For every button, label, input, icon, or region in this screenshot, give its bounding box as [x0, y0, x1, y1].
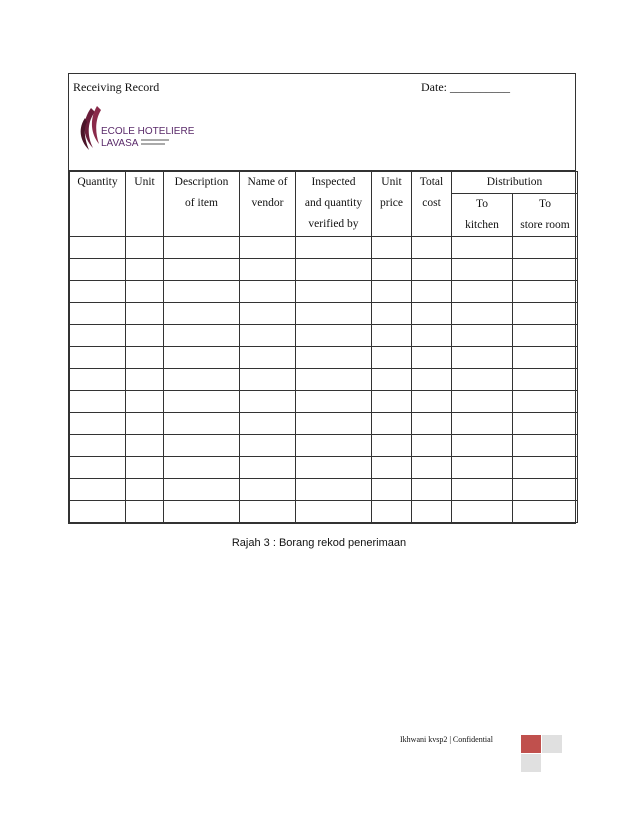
table-cell: [164, 259, 240, 281]
table-cell: [296, 457, 372, 479]
svg-text:LAVASA: LAVASA: [101, 138, 139, 149]
table-row: [70, 259, 578, 281]
header-to-store-room: To store room: [513, 194, 578, 237]
table-cell: [240, 413, 296, 435]
table-cell: [70, 325, 126, 347]
table-cell: [296, 281, 372, 303]
table-cell: [70, 457, 126, 479]
header-vendor: Name of vendor: [240, 172, 296, 237]
header-distribution: Distribution: [452, 172, 578, 194]
table-cell: [452, 413, 513, 435]
header-total-cost: Total cost: [412, 172, 452, 237]
table-cell: [70, 391, 126, 413]
date-field: Date: __________: [421, 80, 510, 94]
table-cell: [240, 237, 296, 259]
table-row: [70, 369, 578, 391]
table-cell: [452, 435, 513, 457]
table-cell: [164, 281, 240, 303]
header-inspected: Inspected and quantity verified by: [296, 172, 372, 237]
table-row: [70, 391, 578, 413]
table-cell: [452, 259, 513, 281]
footer-text: Ikhwani kvsp2 | Confidential: [400, 735, 493, 744]
table-cell: [126, 413, 164, 435]
table-cell: [372, 303, 412, 325]
table-cell: [126, 325, 164, 347]
table-cell: [164, 303, 240, 325]
table-cell: [513, 303, 578, 325]
table-row: [70, 303, 578, 325]
footer-gray-square: [542, 735, 562, 753]
table-cell: [513, 237, 578, 259]
table-cell: [126, 479, 164, 501]
table-cell: [126, 303, 164, 325]
table-cell: [164, 237, 240, 259]
table-cell: [372, 369, 412, 391]
table-cell: [126, 369, 164, 391]
table-cell: [70, 303, 126, 325]
table-cell: [372, 347, 412, 369]
table-cell: [412, 237, 452, 259]
table-cell: [372, 435, 412, 457]
table-cell: [513, 435, 578, 457]
table-cell: [240, 325, 296, 347]
table-cell: [70, 369, 126, 391]
table-cell: [412, 457, 452, 479]
table-cell: [372, 237, 412, 259]
header-description: Description of item: [164, 172, 240, 237]
table-cell: [372, 501, 412, 523]
table-cell: [513, 413, 578, 435]
table-cell: [296, 347, 372, 369]
table-cell: [372, 281, 412, 303]
table-cell: [412, 413, 452, 435]
table-cell: [296, 259, 372, 281]
table-row: [70, 325, 578, 347]
table-cell: [240, 369, 296, 391]
table-cell: [372, 413, 412, 435]
table-cell: [412, 435, 452, 457]
table-cell: [452, 457, 513, 479]
table-cell: [412, 325, 452, 347]
table-row: [70, 479, 578, 501]
table-cell: [513, 259, 578, 281]
table-cell: [126, 435, 164, 457]
table-cell: [513, 501, 578, 523]
table-cell: [412, 501, 452, 523]
receiving-table: [69, 171, 578, 523]
table-cell: [126, 391, 164, 413]
form-header: [69, 74, 575, 171]
table-row: [70, 347, 578, 369]
table-cell: [70, 281, 126, 303]
figure-caption: Rajah 3 : Borang rekod penerimaan: [231, 537, 407, 549]
table-cell: [452, 237, 513, 259]
table-cell: [296, 479, 372, 501]
table-cell: [372, 259, 412, 281]
footer-red-square: [521, 735, 541, 753]
header-to-kitchen: To kitchen: [452, 194, 513, 237]
table-cell: [452, 479, 513, 501]
table-cell: [372, 391, 412, 413]
table-row: [70, 435, 578, 457]
table-cell: [240, 457, 296, 479]
table-cell: [412, 281, 452, 303]
header-unit-price: Unit price: [372, 172, 412, 237]
table-cell: [513, 457, 578, 479]
table-cell: [296, 237, 372, 259]
table-cell: [240, 501, 296, 523]
table-cell: [513, 281, 578, 303]
table-row: [70, 281, 578, 303]
table-cell: [70, 413, 126, 435]
table-cell: [240, 281, 296, 303]
table-cell: [240, 435, 296, 457]
table-cell: [164, 413, 240, 435]
table-row: [70, 237, 578, 259]
table-cell: [240, 259, 296, 281]
table-cell: [164, 479, 240, 501]
table-cell: [296, 303, 372, 325]
table-cell: [452, 501, 513, 523]
table-cell: [372, 479, 412, 501]
table-cell: [70, 479, 126, 501]
table-cell: [164, 369, 240, 391]
table-cell: [513, 369, 578, 391]
svg-text:ECOLE HOTELIERE: ECOLE HOTELIERE: [101, 126, 195, 137]
table-cell: [70, 237, 126, 259]
table-cell: [513, 391, 578, 413]
table-cell: [240, 391, 296, 413]
table-cell: [164, 325, 240, 347]
table-cell: [412, 303, 452, 325]
table-cell: [164, 435, 240, 457]
table-cell: [296, 391, 372, 413]
table-cell: [70, 501, 126, 523]
header-quantity: Quantity: [70, 172, 126, 237]
table-cell: [452, 281, 513, 303]
table-cell: [126, 259, 164, 281]
table-cell: [70, 347, 126, 369]
table-cell: [126, 501, 164, 523]
school-logo: [73, 104, 195, 164]
table-cell: [126, 281, 164, 303]
table-cell: [70, 435, 126, 457]
table-cell: [296, 501, 372, 523]
table-cell: [126, 457, 164, 479]
table-cell: [126, 237, 164, 259]
table-cell: [452, 325, 513, 347]
table-cell: [513, 325, 578, 347]
table-cell: [452, 303, 513, 325]
table-cell: [452, 347, 513, 369]
table-cell: [296, 413, 372, 435]
table-row: [70, 457, 578, 479]
table-cell: [452, 391, 513, 413]
table-cell: [296, 325, 372, 347]
table-cell: [296, 435, 372, 457]
table-cell: [513, 347, 578, 369]
header-unit: Unit: [126, 172, 164, 237]
footer-gray-square: [521, 754, 541, 772]
table-cell: [240, 347, 296, 369]
table-cell: [513, 479, 578, 501]
table-row: [70, 501, 578, 523]
table-cell: [296, 369, 372, 391]
table-cell: [452, 369, 513, 391]
table-cell: [164, 391, 240, 413]
table-cell: [164, 501, 240, 523]
table-cell: [412, 391, 452, 413]
table-cell: [412, 347, 452, 369]
table-cell: [372, 457, 412, 479]
table-cell: [164, 347, 240, 369]
table-row: [70, 413, 578, 435]
form-title: Receiving Record: [73, 80, 160, 94]
table-cell: [70, 259, 126, 281]
table-cell: [240, 303, 296, 325]
table-cell: [412, 369, 452, 391]
receiving-record-form: [68, 73, 576, 524]
table-cell: [372, 325, 412, 347]
table-cell: [412, 479, 452, 501]
table-cell: [126, 347, 164, 369]
table-cell: [412, 259, 452, 281]
table-cell: [240, 479, 296, 501]
table-cell: [164, 457, 240, 479]
